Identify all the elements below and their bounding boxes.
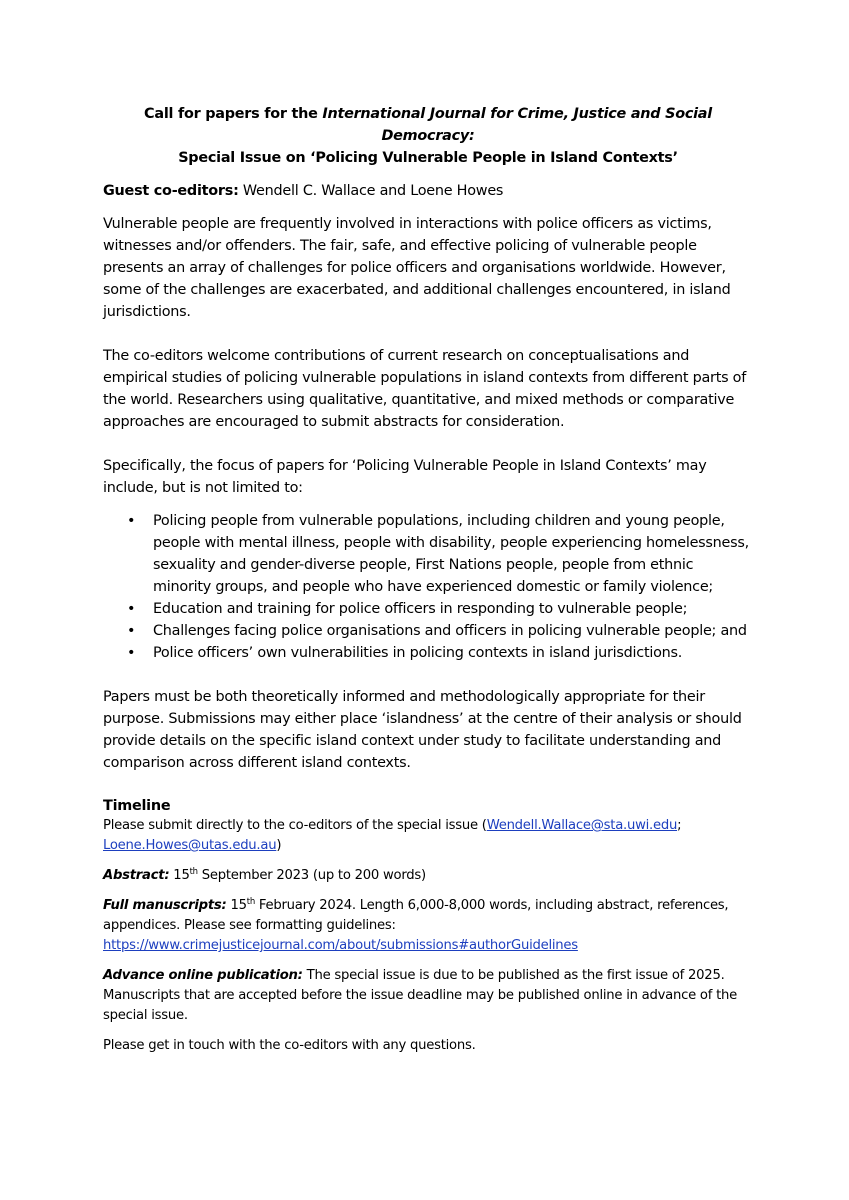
- manuscripts-label: Full manuscripts:: [103, 898, 227, 913]
- advance-text: The special issue is due to be published as the first issue of 2025. Manuscripts that are accepted before the issue deadline may be published online in advance of the special issue.: [103, 968, 737, 1023]
- abstract-label: Abstract:: [103, 868, 170, 883]
- abstract-deadline: [103, 866, 753, 886]
- timeline-heading: Timeline: [103, 798, 171, 814]
- requirements-paragraph: Papers must be both theoretically informed and methodologically appropriate for their purpose. Submissions may either place ‘islandness’ at the centre of their analysis or should provide details on the specific island context under study to facilitate understanding and comparison across different island contexts.: [103, 689, 742, 771]
- title-prefix: Call for papers for the: [144, 106, 323, 122]
- intro-paragraph: Vulnerable people are frequently involved in interactions with police officers as victims, witnesses and/or offenders. The fair, safe, and effective policing of vulnerable people presents an array of challenges for police officers and organisations worldwide. However, some of the challenges are exacerbated, and additional challenges encountered, in island jurisdictions.: [103, 216, 731, 320]
- focus-list: [103, 510, 753, 664]
- manuscripts-day: 15: [226, 898, 247, 913]
- list-item-text: Police officers’ own vulnerabilities in policing contexts in island jurisdictions.: [153, 645, 683, 661]
- submit-text: Please submit directly to the co-editors of the special issue (: [103, 818, 487, 833]
- list-item: [103, 642, 753, 664]
- list-item: [103, 598, 753, 620]
- document-title: [103, 103, 753, 169]
- email-separator: ;: [677, 818, 682, 833]
- list-item-text: Policing people from vulnerable populations, including children and young people, people with mental illness, people with disability, people experiencing homelessness, sexuality and gender-diverse people, First Nations people, people from ethnic minority groups, and people who have experienced domestic or family violence;: [153, 513, 749, 595]
- advance-label: Advance online publication:: [103, 968, 303, 983]
- list-item-text: Challenges facing police organisations and officers in policing vulnerable people; and: [153, 623, 747, 639]
- submission-instructions: [103, 816, 753, 856]
- title-line-1: [103, 103, 753, 147]
- focus-intro-paragraph: Specifically, the focus of papers for ‘Policing Vulnerable People in Island Contexts’ may include, but is not limited to:: [103, 458, 707, 496]
- guest-editors-names: Wendell C. Wallace and Loene Howes: [238, 183, 504, 199]
- manuscripts-rest: February 2024. Length 6,000-8,000 words, including abstract, references, appendices. Please see formatting guidelines:: [103, 898, 729, 933]
- guest-editors-label: Guest co-editors:: [103, 183, 239, 199]
- journal-name: International Journal for Crime, Justice and Social Democracy:: [322, 106, 712, 144]
- advance-publication: [103, 966, 753, 1026]
- welcome-paragraph: The co-editors welcome contributions of current research on conceptualisations and empirical studies of policing vulnerable populations in island contexts from different parts of the world. Researchers using qualitative, quantitative, and mixed methods or comparative approaches are encouraged to submit abstracts for consideration.: [103, 348, 747, 430]
- bullet-icon: •: [127, 623, 136, 639]
- bullet-icon: •: [127, 645, 136, 661]
- guidelines-link[interactable]: https://www.crimejusticejournal.com/about/submissions#authorGuidelines: [103, 938, 578, 953]
- abstract-day: 15: [169, 868, 190, 883]
- bullet-icon: •: [127, 513, 136, 529]
- email-link-wallace[interactable]: Wendell.Wallace@sta.uwi.edu: [486, 818, 678, 833]
- contact-line: Please get in touch with the co-editors with any questions.: [103, 1038, 476, 1053]
- email-link-howes[interactable]: Loene.Howes@utas.edu.au: [103, 838, 277, 853]
- abstract-ordinal: th: [189, 867, 198, 877]
- abstract-date-rest: September 2023 (up to 200 words): [197, 868, 426, 883]
- manuscripts-ordinal: th: [246, 897, 255, 907]
- list-item: [103, 620, 753, 642]
- title-line-2: Special Issue on ‘Policing Vulnerable People in Island Contexts’: [178, 150, 678, 166]
- manuscripts-deadline: [103, 896, 753, 956]
- close-paren: ): [276, 838, 282, 853]
- list-item-text: Education and training for police officers in responding to vulnerable people;: [153, 601, 688, 617]
- document-page: [103, 103, 753, 1056]
- list-item: [103, 510, 753, 598]
- bullet-icon: •: [127, 601, 136, 617]
- guest-editors: [103, 180, 753, 202]
